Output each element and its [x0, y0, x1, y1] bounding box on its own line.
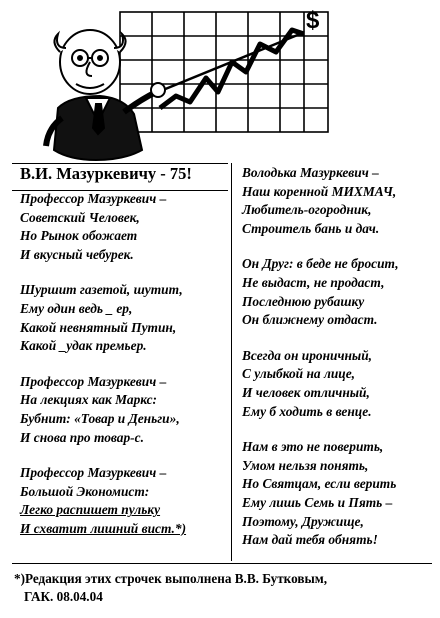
verse-line: Но Святцам, если верить	[242, 476, 397, 492]
verse-line: Бубнит: «Товар и Деньги»,	[20, 410, 180, 426]
verse-line: Нам в это не поверить,	[242, 439, 384, 455]
verse-line: И вкусный чебурек.	[20, 246, 134, 262]
left-column	[20, 160, 225, 539]
stanza-right-3	[242, 347, 437, 421]
stanza-right-2	[242, 255, 437, 329]
verse-line-underlined: И схватит лишний вист.*)	[20, 520, 187, 536]
stanza-left-4	[20, 464, 225, 538]
verse-line: Но Рынок обожает	[20, 228, 138, 244]
verse-line: Нам дай тебя обнять!	[242, 532, 378, 548]
verse-line: Любитель-огородник,	[242, 202, 372, 218]
verse-line: Умом нельзя понять,	[242, 457, 369, 473]
verse-line: Всегда он ироничный,	[242, 347, 373, 363]
verse-line: Шуршит газетой, шутит,	[20, 282, 183, 298]
professor-cartoon	[46, 30, 165, 160]
stanza-left-1	[20, 190, 225, 264]
verse-line: Какой _удак премьер.	[20, 338, 147, 354]
verse-line: Профессор Мазуркевич –	[20, 191, 167, 206]
stanza-right-4	[242, 438, 437, 550]
verse-line: Профессор Мазуркевич –	[20, 465, 167, 481]
verse-line: Большой Экономист:	[20, 483, 150, 499]
stanza-left-3	[20, 373, 225, 447]
poem-title: В.И. Мазуркевичу - 75!	[20, 164, 192, 183]
verse-line: Строитель бань и дач.	[242, 220, 380, 236]
footnote	[14, 570, 434, 605]
verse-line: Он ближнему отдаст.	[242, 312, 378, 328]
dollar-icon: $	[306, 7, 320, 34]
verse-line: Ему лишь Семь и Пять –	[242, 494, 393, 510]
stanza-right-1	[242, 164, 437, 238]
footnote-line-2: ГАК. 08.04.04	[24, 588, 103, 604]
verse-line: Ему б ходить в венце.	[242, 403, 372, 419]
verse-line: И человек отличный,	[242, 384, 370, 400]
header-illustration	[0, 0, 440, 165]
verse-line: Володька Мазуркевич –	[242, 165, 379, 180]
footnote-line-1: *)Редакция этих строчек выполнена В.В. Бутковым,	[14, 571, 328, 586]
verse-line: Ему один ведь _ ер,	[20, 300, 133, 316]
verse-line: Последнюю рубашку	[242, 293, 365, 309]
verse-line: И снова про товар-с.	[20, 429, 144, 445]
verse-line: Какой невнятный Путин,	[20, 319, 177, 335]
stanza-left-2	[20, 281, 225, 355]
verse-line: Профессор Мазуркевич –	[20, 373, 167, 389]
verse-line-underlined: Легко распишет пульку	[20, 502, 161, 518]
column-divider	[231, 163, 232, 561]
verse-line: Не выдаст, не продаст,	[242, 274, 385, 290]
verse-line: На лекциях как Маркс:	[20, 392, 157, 408]
verse-line: Поэтому, Дружище,	[242, 513, 364, 529]
right-column	[242, 160, 437, 550]
verse-line: С улыбкой на лице,	[242, 366, 356, 382]
footnote-rule	[12, 563, 432, 564]
verse-line: Он Друг: в беде не бросит,	[242, 256, 399, 272]
verse-line: Советский Человек,	[20, 209, 140, 225]
verse-line: Наш коренной МИХМАЧ,	[242, 183, 397, 199]
